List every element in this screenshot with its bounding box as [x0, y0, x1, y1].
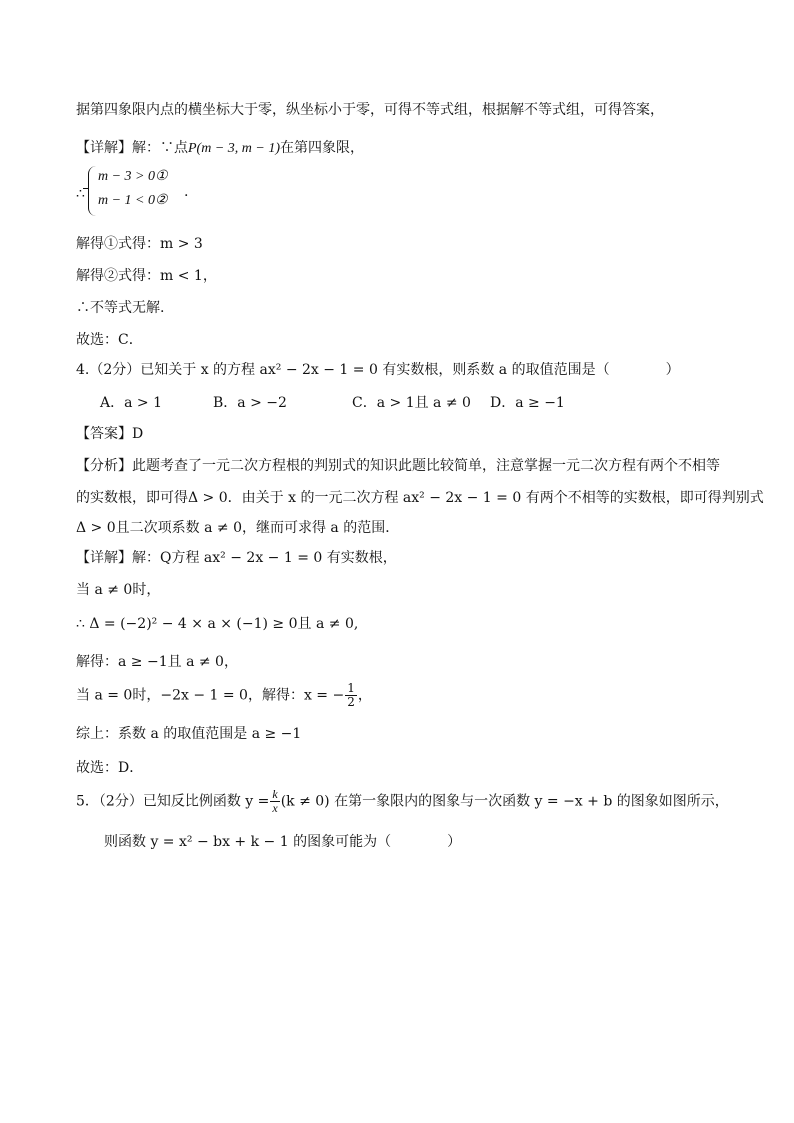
therefore-symbol: ∴: [76, 186, 85, 202]
choice-d: D．a ≥ −1: [490, 395, 565, 411]
fraction-numerator: 1: [347, 681, 355, 695]
point-expression: P(m − 3, m − 1): [188, 141, 280, 156]
analysis-line-1: 【分析】此题考查了一元二次方程根的判别式的知识此题比较简单，注意掌握一元二次方程有两个不相等: [76, 458, 720, 474]
fraction-x: x: [272, 801, 278, 815]
detail-label: 【详解】解：∵点: [76, 140, 188, 156]
analysis-line-2: 的实数根，即可得Δ > 0．由关于 x 的一元二次方程 ax² − 2x − 1 = 0 有两个不相等的实数根，即可得判别式: [76, 490, 764, 506]
detail-intro: [76, 138, 364, 159]
question-5-rest: (k ≠ 0) 在第一象限内的图象与一次函数 y = −x + b 的图象如图所示，: [280, 793, 729, 810]
detail-line-5-end: ，: [357, 687, 372, 704]
quadrant-text: 在第四象限，: [280, 140, 364, 156]
choice-result-4: 故选：D．: [76, 760, 144, 776]
choice-a: A．a > 1: [100, 395, 162, 411]
answer-line: 【答案】D: [76, 426, 144, 442]
fraction-k: k: [272, 787, 278, 801]
choice-b: B．a > −2: [213, 395, 287, 411]
fraction-k-over-x: [270, 788, 279, 815]
detail-line-2: 当 a ≠ 0时，: [76, 582, 161, 598]
detail-line-4: 解得：a ≥ −1且 a ≠ 0，: [76, 654, 238, 670]
summary-line: 综上：系数 a 的取值范围是 a ≥ −1: [76, 726, 302, 742]
no-solution: ∴不等式无解.: [76, 300, 165, 316]
hint-text: 据第四象限内点的横坐标大于零，纵坐标小于零，可得不等式组，根据解不等式组，可得答案，: [76, 102, 664, 118]
solve-two: 解得②式得：m < 1，: [76, 268, 217, 284]
inequality-one: m − 3 > 0①: [98, 169, 168, 184]
analysis-line-3: Δ > 0且二次项系数 a ≠ 0，继而可求得 a 的范围．: [76, 520, 400, 536]
choice-c: C．a > 1且 a ≠ 0: [352, 395, 471, 411]
question-4: 4.（2分）已知关于 x 的方程 ax² − 2x − 1 = 0 有实数根，则系数 a 的取值范围是（ ）: [76, 362, 680, 378]
choice-result-3: 故选：C．: [76, 332, 143, 348]
question-5-text: 5．（2分）已知反比例函数 y =: [76, 793, 270, 810]
detail-line-3: ∴ Δ = (−2)² − 4 × a × (−1) ≥ 0且 a ≠ 0,: [76, 616, 359, 632]
left-brace: [88, 166, 97, 216]
question-5-line-2: 则函数 y = x² − bx + k − 1 的图象可能为（ ）: [104, 834, 462, 850]
fraction-half: [345, 682, 357, 709]
detail-line-5: [76, 682, 372, 709]
period-mark: .: [184, 184, 189, 200]
question-5: [76, 788, 729, 815]
inequality-system: [76, 164, 216, 222]
detail-line-1: 【详解】解：Q方程 ax² − 2x − 1 = 0 有实数根，: [76, 550, 397, 566]
solve-one: 解得①式得：m > 3: [76, 236, 203, 252]
detail-line-5-text: 当 a = 0时，−2x − 1 = 0，解得：x = −: [76, 687, 345, 704]
fraction-denominator: 2: [347, 695, 355, 709]
inequality-two: m − 1 < 0②: [98, 193, 168, 208]
